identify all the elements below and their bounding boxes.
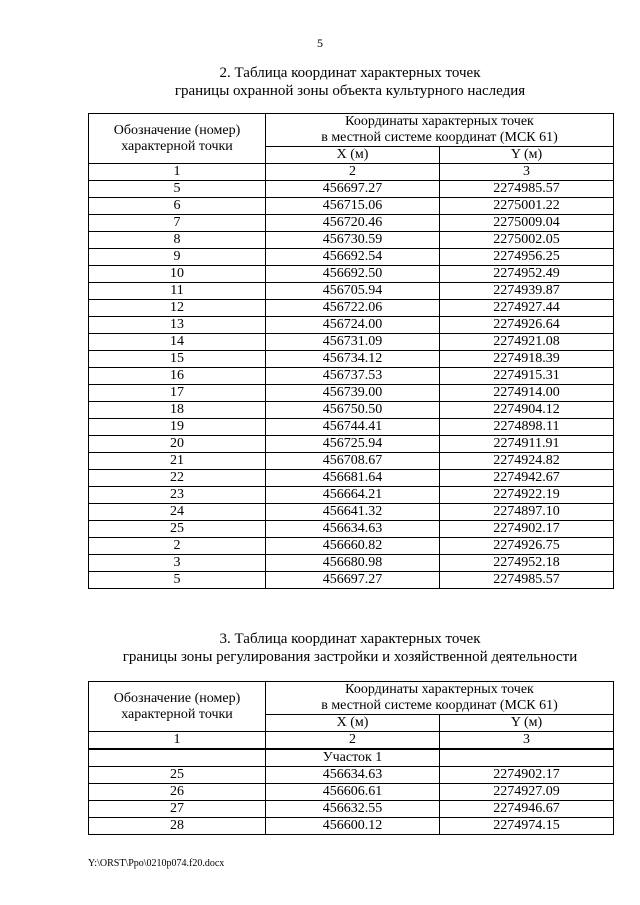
x-coordinate-cell: 456722.06 (266, 300, 440, 317)
table3-y-header: Y (м) (440, 715, 614, 732)
table-row (89, 181, 614, 198)
table-row (89, 453, 614, 470)
y-coordinate-cell: 2274952.18 (440, 555, 614, 572)
point-number-cell: 11 (89, 283, 266, 300)
x-coordinate-cell: 456724.00 (266, 317, 440, 334)
point-number-cell: 7 (89, 215, 266, 232)
x-coordinate-cell: 456632.55 (266, 801, 440, 818)
x-coordinate-cell: 456708.67 (266, 453, 440, 470)
y-coordinate-cell: 2274946.67 (440, 801, 614, 818)
table-row (89, 266, 614, 283)
point-number-cell: 24 (89, 504, 266, 521)
table-row (89, 351, 614, 368)
x-coordinate-cell: 456606.61 (266, 784, 440, 801)
y-coordinate-cell: 2274902.17 (440, 521, 614, 538)
y-coordinate-cell: 2274927.44 (440, 300, 614, 317)
table2-num-cell: 1 (89, 164, 266, 181)
table-row (89, 818, 614, 835)
table2-coord-header-line2: в местной системе координат (МСК 61) (321, 130, 558, 145)
table2-x-header: X (м) (266, 147, 440, 164)
table-row (89, 385, 614, 402)
point-number-cell: 20 (89, 436, 266, 453)
y-coordinate-cell: 2274911.91 (440, 436, 614, 453)
point-number-cell: 9 (89, 249, 266, 266)
table-row (89, 521, 614, 538)
point-number-cell: 12 (89, 300, 266, 317)
y-coordinate-cell: 2274924.82 (440, 453, 614, 470)
table3-num-cell: 3 (440, 732, 614, 750)
x-coordinate-cell: 456641.32 (266, 504, 440, 521)
x-coordinate-cell: 456697.27 (266, 181, 440, 198)
table-row (89, 198, 614, 215)
point-number-cell: 14 (89, 334, 266, 351)
footer-file-path: Y:\ORST\Ppo\0210p074.f20.docx (88, 858, 225, 869)
table3-section-empty (89, 749, 266, 767)
x-coordinate-cell: 456634.63 (266, 521, 440, 538)
table2-coord-header-line1: Координаты характерных точек (345, 114, 534, 129)
table2-title-line1: 2. Таблица координат характерных точек (219, 65, 481, 81)
y-coordinate-cell: 2274927.09 (440, 784, 614, 801)
table-row (89, 368, 614, 385)
y-coordinate-cell: 2274915.31 (440, 368, 614, 385)
table3-section-label: Участок 1 (266, 749, 440, 767)
table-row (89, 215, 614, 232)
table2-coord-header (266, 114, 614, 147)
x-coordinate-cell: 456705.94 (266, 283, 440, 300)
table2-title-line2: границы охранной зоны объекта культурного наследия (174, 83, 526, 99)
point-number-cell: 10 (89, 266, 266, 283)
point-number-cell: 25 (89, 521, 266, 538)
table-row (89, 538, 614, 555)
point-number-cell: 5 (89, 572, 266, 589)
x-coordinate-cell: 456725.94 (266, 436, 440, 453)
table-row (89, 784, 614, 801)
table3-col1-header-line2: характерной точки (121, 706, 233, 722)
y-coordinate-cell: 2274922.19 (440, 487, 614, 504)
table2-col1-header (89, 114, 266, 164)
x-coordinate-cell: 456739.00 (266, 385, 440, 402)
point-number-cell: 3 (89, 555, 266, 572)
y-coordinate-cell: 2274985.57 (440, 572, 614, 589)
y-coordinate-cell: 2274897.10 (440, 504, 614, 521)
table-row (89, 767, 614, 784)
x-coordinate-cell: 456715.06 (266, 198, 440, 215)
x-coordinate-cell: 456692.54 (266, 249, 440, 266)
x-coordinate-cell: 456731.09 (266, 334, 440, 351)
table-row (89, 249, 614, 266)
point-number-cell: 5 (89, 181, 266, 198)
x-coordinate-cell: 456600.12 (266, 818, 440, 835)
y-coordinate-cell: 2274985.57 (440, 181, 614, 198)
point-number-cell: 25 (89, 767, 266, 784)
table-row (89, 801, 614, 818)
y-coordinate-cell: 2274921.08 (440, 334, 614, 351)
point-number-cell: 6 (89, 198, 266, 215)
table3-x-header: X (м) (266, 715, 440, 732)
point-number-cell: 22 (89, 470, 266, 487)
x-coordinate-cell: 456634.63 (266, 767, 440, 784)
point-number-cell: 16 (89, 368, 266, 385)
y-coordinate-cell: 2274939.87 (440, 283, 614, 300)
table-row (89, 300, 614, 317)
table2-col1-header-line1: Обозначение (номер) (113, 122, 241, 138)
table3-title-line1: 3. Таблица координат характерных точек (219, 631, 481, 647)
table3 (88, 681, 614, 835)
y-coordinate-cell: 2274926.64 (440, 317, 614, 334)
point-number-cell: 19 (89, 419, 266, 436)
y-coordinate-cell: 2274904.12 (440, 402, 614, 419)
table3-coord-header (266, 682, 614, 715)
table-row (89, 419, 614, 436)
y-coordinate-cell: 2274942.67 (440, 470, 614, 487)
table-row (89, 470, 614, 487)
table3-num-cell: 2 (266, 732, 440, 750)
y-coordinate-cell: 2274898.11 (440, 419, 614, 436)
y-coordinate-cell: 2274974.15 (440, 818, 614, 835)
y-coordinate-cell: 2274902.17 (440, 767, 614, 784)
table3-col1-header-line1: Обозначение (номер) (113, 690, 241, 706)
y-coordinate-cell: 2275002.05 (440, 232, 614, 249)
point-number-cell: 13 (89, 317, 266, 334)
table2-y-header: Y (м) (440, 147, 614, 164)
point-number-cell: 28 (89, 818, 266, 835)
table-row (89, 283, 614, 300)
x-coordinate-cell: 456681.64 (266, 470, 440, 487)
x-coordinate-cell: 456734.12 (266, 351, 440, 368)
table2-num-cell: 3 (440, 164, 614, 181)
x-coordinate-cell: 456697.27 (266, 572, 440, 589)
y-coordinate-cell: 2274956.25 (440, 249, 614, 266)
table-row (89, 504, 614, 521)
x-coordinate-cell: 456660.82 (266, 538, 440, 555)
y-coordinate-cell: 2274952.49 (440, 266, 614, 283)
page-number: 5 (317, 36, 323, 50)
point-number-cell: 26 (89, 784, 266, 801)
table3-coord-header-line2: в местной системе координат (МСК 61) (321, 698, 558, 713)
point-number-cell: 21 (89, 453, 266, 470)
x-coordinate-cell: 456720.46 (266, 215, 440, 232)
table2-num-cell: 2 (266, 164, 440, 181)
table3-title-line2: границы зоны регулирования застройки и хозяйственной деятельности (122, 649, 578, 665)
table2-col1-header-line2: характерной точки (121, 138, 233, 154)
x-coordinate-cell: 456737.53 (266, 368, 440, 385)
table-row (89, 487, 614, 504)
point-number-cell: 2 (89, 538, 266, 555)
table3-num-cell: 1 (89, 732, 266, 750)
point-number-cell: 18 (89, 402, 266, 419)
table-row (89, 436, 614, 453)
y-coordinate-cell: 2274926.75 (440, 538, 614, 555)
y-coordinate-cell: 2274914.00 (440, 385, 614, 402)
table3-section-empty (440, 749, 614, 767)
point-number-cell: 23 (89, 487, 266, 504)
point-number-cell: 8 (89, 232, 266, 249)
x-coordinate-cell: 456680.98 (266, 555, 440, 572)
table3-col1-header (89, 682, 266, 732)
point-number-cell: 27 (89, 801, 266, 818)
y-coordinate-cell: 2274918.39 (440, 351, 614, 368)
y-coordinate-cell: 2275001.22 (440, 198, 614, 215)
x-coordinate-cell: 456750.50 (266, 402, 440, 419)
point-number-cell: 15 (89, 351, 266, 368)
table-row (89, 232, 614, 249)
table-row (89, 317, 614, 334)
table-row (89, 555, 614, 572)
y-coordinate-cell: 2275009.04 (440, 215, 614, 232)
x-coordinate-cell: 456730.59 (266, 232, 440, 249)
table2 (88, 113, 614, 589)
table3-coord-header-line1: Координаты характерных точек (345, 682, 534, 697)
x-coordinate-cell: 456664.21 (266, 487, 440, 504)
table-row (89, 572, 614, 589)
x-coordinate-cell: 456692.50 (266, 266, 440, 283)
table-row (89, 334, 614, 351)
table-row (89, 402, 614, 419)
point-number-cell: 17 (89, 385, 266, 402)
x-coordinate-cell: 456744.41 (266, 419, 440, 436)
